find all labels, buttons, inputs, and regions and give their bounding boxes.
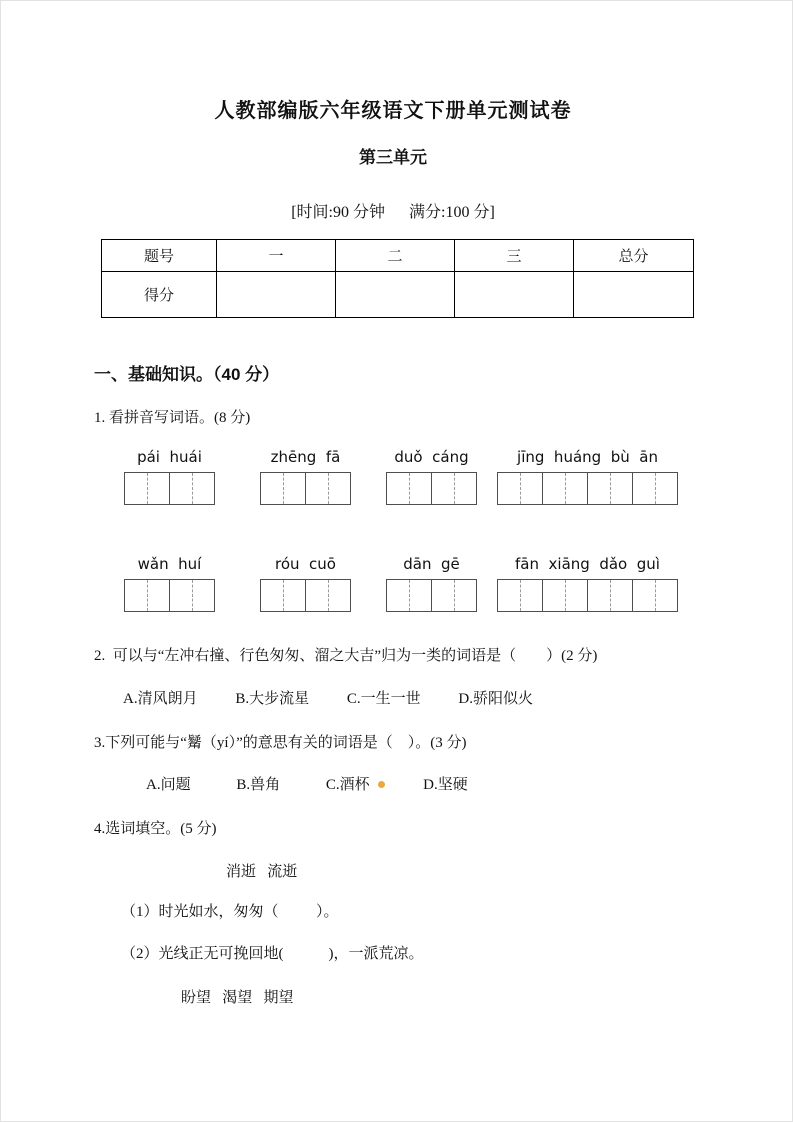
score-table-header-cell: 三: [455, 240, 574, 272]
writing-grid: [386, 472, 477, 505]
score-table-header-cell: 一: [217, 240, 336, 272]
score-label-cell: 得分: [102, 272, 217, 318]
pinyin-word-group: [260, 555, 351, 612]
grid-cell: [587, 579, 633, 612]
grid-cell: [124, 579, 170, 612]
score-empty-cell: [336, 272, 455, 318]
q4-item-2: （2）光线正无可挽回地( )，一派荒凉。: [121, 946, 424, 963]
time-score-line: [时间:90 分钟 满分:100 分]: [291, 204, 495, 222]
grid-cell: [431, 472, 477, 505]
question-3-options: [146, 775, 692, 795]
option-a: A.问题: [146, 777, 191, 794]
grid-cell: [169, 472, 215, 505]
pinyin-word-group: [260, 448, 351, 505]
grid-cell: [587, 472, 633, 505]
score-table-score-row: [102, 272, 694, 318]
pinyin-label: dān gē: [403, 555, 460, 574]
writing-grid: [260, 579, 351, 612]
question-3-text: 3.下列可能与“觺（yí）”的意思有关的词语是（ ）。(3 分): [94, 734, 467, 751]
pinyin-word-group: [124, 555, 215, 612]
grid-cell: [632, 579, 678, 612]
question-2-text: 2. 可以与“左冲右撞、行色匆匆、溜之大吉”归为一类的词语是（ ）(2 分): [94, 648, 598, 665]
score-table-header-row: [102, 240, 694, 272]
writing-grid: [260, 472, 351, 505]
grid-cell: [305, 579, 351, 612]
grid-cell: [305, 472, 351, 505]
grid-cell: [542, 579, 588, 612]
pinyin-label: zhēng fā: [270, 448, 341, 467]
score-table-header-cell: 二: [336, 240, 455, 272]
grid-cell: [386, 579, 432, 612]
writing-grid: [497, 579, 678, 612]
grid-cell: [497, 472, 543, 505]
unit-heading: 第三单元: [359, 148, 427, 167]
grid-cell: [260, 579, 306, 612]
pinyin-label: róu cuō: [275, 555, 336, 574]
highlight-dot: [378, 781, 385, 788]
option-b: B.兽角: [236, 777, 281, 794]
score-empty-cell: [455, 272, 574, 318]
score-empty-cell: [574, 272, 694, 318]
question-1-text: 1. 看拼音写词语。(8 分): [94, 410, 251, 427]
pinyin-grid-row-2: [94, 555, 692, 612]
option-d: D.坚硬: [423, 777, 468, 794]
writing-grid: [386, 579, 477, 612]
pinyin-grid-row-1: [94, 448, 692, 505]
pinyin-label: jīng huáng bù ān: [517, 448, 658, 467]
grid-cell: [386, 472, 432, 505]
score-table-header-cell: 总分: [574, 240, 694, 272]
score-empty-cell: [217, 272, 336, 318]
pinyin-label: pái huái: [137, 448, 202, 467]
q4-item-1: （1）时光如水，匆匆（ ）。: [121, 903, 339, 920]
pinyin-word-group: [497, 555, 678, 612]
grid-cell: [632, 472, 678, 505]
doc-title: 人教部编版六年级语文下册单元测试卷: [214, 100, 572, 122]
question-2-options: [123, 689, 692, 709]
pinyin-word-group: [124, 448, 215, 505]
writing-grid: [124, 472, 215, 505]
pinyin-label: fān xiāng dǎo guì: [515, 555, 660, 574]
pinyin-word-group: [386, 555, 477, 612]
option-d: D.骄阳似火: [458, 690, 533, 707]
writing-grid: [124, 579, 215, 612]
pinyin-label: wǎn huí: [137, 555, 202, 574]
word-bank-2: 盼望 渴望 期望: [181, 990, 294, 1007]
grid-cell: [260, 472, 306, 505]
pinyin-word-group: [386, 448, 477, 505]
section-heading: 一、基础知识。（40 分）: [94, 365, 280, 385]
word-bank-1: 消逝 流逝: [226, 863, 298, 880]
grid-cell: [542, 472, 588, 505]
score-table-header-cell: 题号: [102, 240, 217, 272]
writing-grid: [497, 472, 678, 505]
option-c: C.酒杯: [325, 777, 370, 794]
grid-cell: [431, 579, 477, 612]
pinyin-word-group: [497, 448, 678, 505]
grid-cell: [169, 579, 215, 612]
question-4-text: 4.选词填空。(5 分): [94, 821, 217, 838]
option-b: B.大步流星: [235, 690, 310, 707]
option-c: C.一生一世: [346, 690, 421, 707]
pinyin-label: duǒ cáng: [394, 448, 469, 467]
grid-cell: [124, 472, 170, 505]
grid-cell: [497, 579, 543, 612]
score-table: [101, 239, 694, 318]
option-a: A.清风朗月: [123, 690, 198, 707]
